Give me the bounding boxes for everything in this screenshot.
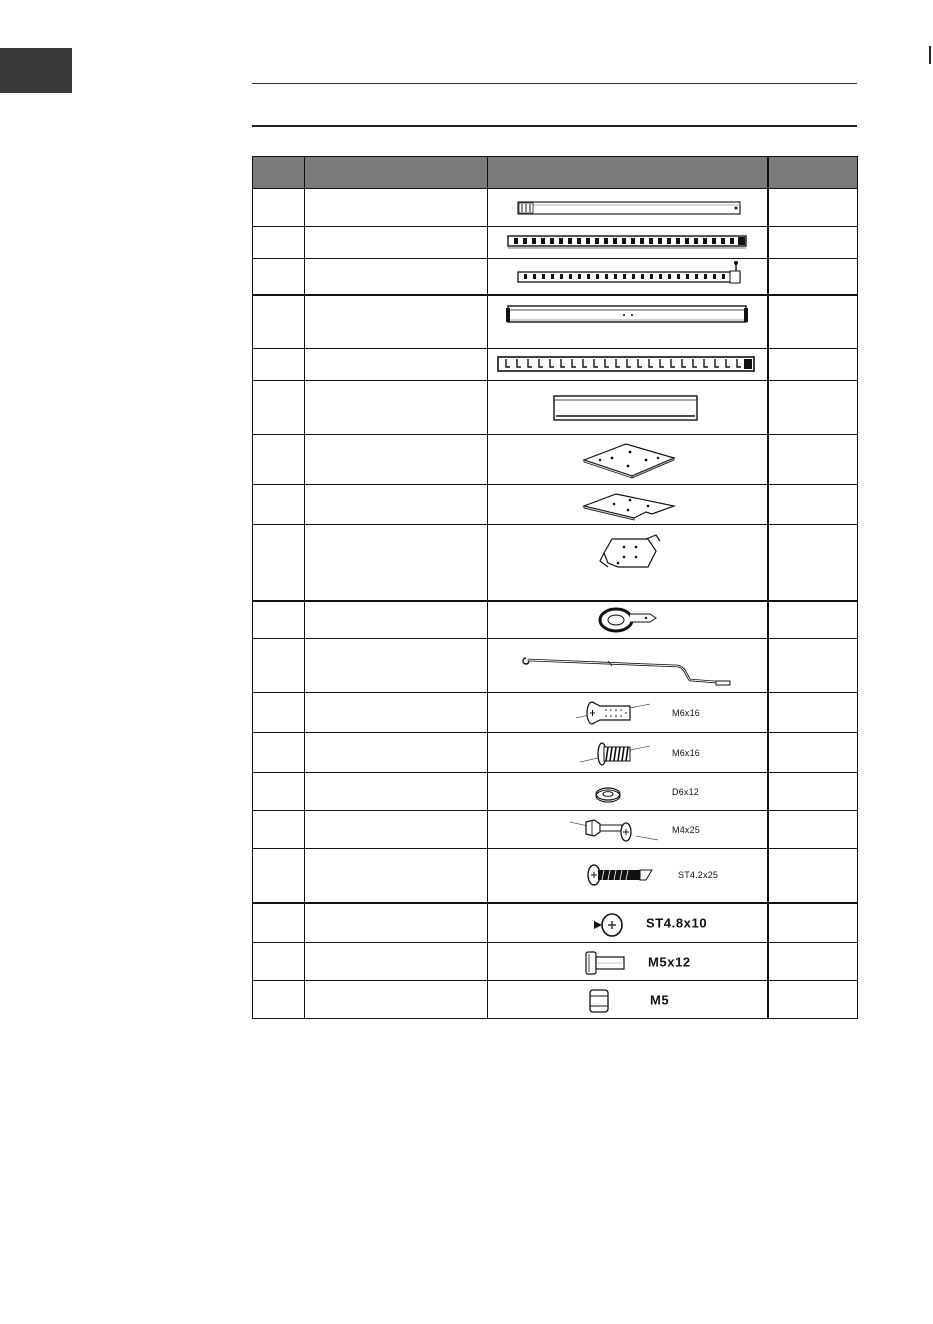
part-name [305, 943, 488, 981]
part-quantity [768, 349, 858, 381]
spec-label: M5x12 [648, 954, 691, 969]
part-quantity [768, 903, 858, 943]
part-name [305, 733, 488, 773]
part-number [253, 773, 305, 811]
part-number [253, 639, 305, 693]
long-rail-icon [488, 190, 768, 226]
part-quantity [768, 601, 858, 639]
part-picture [488, 295, 768, 349]
margin-marker [929, 46, 931, 64]
table-header-row [253, 157, 858, 189]
parts-list-table [252, 156, 858, 1019]
part-picture [488, 227, 768, 259]
part-quantity [768, 811, 858, 849]
part-picture [488, 693, 768, 733]
part-quantity [768, 189, 858, 227]
table-row [253, 639, 858, 693]
part-number [253, 733, 305, 773]
table-row [253, 485, 858, 525]
part-picture [488, 981, 768, 1019]
part-number [253, 601, 305, 639]
ring-terminal-icon [488, 602, 768, 638]
part-number [253, 943, 305, 981]
part-number [253, 849, 305, 903]
part-quantity [768, 943, 858, 981]
part-number [253, 435, 305, 485]
part-name [305, 981, 488, 1019]
crank-handle-icon [488, 640, 768, 692]
part-name [305, 435, 488, 485]
section-rule [252, 125, 857, 127]
table-row [253, 943, 858, 981]
spec-label: ST4.8x10 [646, 915, 708, 931]
part-quantity [768, 525, 858, 601]
part-number [253, 189, 305, 227]
part-picture [488, 849, 768, 903]
column-header-picture [488, 157, 768, 189]
part-picture [488, 811, 768, 849]
part-quantity [768, 259, 858, 295]
part-quantity [768, 295, 858, 349]
part-quantity [768, 381, 858, 435]
slotted-rail-icon [488, 228, 768, 258]
part-number [253, 381, 305, 435]
part-picture [488, 259, 768, 295]
table-row [253, 903, 858, 943]
part-picture [488, 903, 768, 943]
hex-nut-icon [488, 982, 768, 1018]
table-row [253, 349, 858, 381]
part-name [305, 295, 488, 349]
spec-label: M5 [650, 992, 670, 1007]
part-name [305, 773, 488, 811]
part-name [305, 639, 488, 693]
table-row [253, 849, 858, 903]
part-number [253, 693, 305, 733]
part-picture [488, 733, 768, 773]
part-number [253, 903, 305, 943]
table-row [253, 693, 858, 733]
table-row [253, 295, 858, 349]
spec-label: ST4.2x25 [678, 870, 719, 881]
part-quantity [768, 849, 858, 903]
part-picture [488, 485, 768, 525]
part-picture [488, 943, 768, 981]
table-row [253, 189, 858, 227]
flat-head-screw-icon [488, 904, 768, 942]
table-row [253, 733, 858, 773]
part-quantity [768, 639, 858, 693]
part-name [305, 525, 488, 601]
countersunk-screw-icon [488, 694, 768, 732]
part-number [253, 227, 305, 259]
table-row [253, 601, 858, 639]
part-name [305, 849, 488, 903]
part-name [305, 259, 488, 295]
part-number [253, 259, 305, 295]
part-picture [488, 525, 768, 601]
channel-bar-icon [488, 296, 768, 348]
part-name [305, 811, 488, 849]
part-quantity [768, 773, 858, 811]
bent-bracket-icon [488, 525, 768, 599]
table-row [253, 525, 858, 601]
part-name [305, 903, 488, 943]
hook-rail-icon [488, 350, 768, 380]
table-row [253, 981, 858, 1019]
part-picture [488, 435, 768, 485]
spec-label: M4x25 [672, 824, 701, 835]
slotted-rail-with-bracket-icon [488, 259, 768, 293]
table-row [253, 227, 858, 259]
table-row [253, 259, 858, 295]
part-quantity [768, 227, 858, 259]
short-bar-icon [488, 382, 768, 434]
part-number [253, 525, 305, 601]
part-quantity [768, 435, 858, 485]
part-number [253, 349, 305, 381]
part-picture [488, 381, 768, 435]
part-name [305, 601, 488, 639]
part-number [253, 295, 305, 349]
part-picture [488, 349, 768, 381]
spec-label: M6x16 [672, 707, 701, 718]
language-tab [0, 48, 72, 93]
header-rule [252, 83, 857, 84]
part-picture [488, 189, 768, 227]
spec-label: D6x12 [672, 786, 700, 797]
bolt-with-nut-icon [488, 812, 768, 848]
part-quantity [768, 733, 858, 773]
part-picture [488, 601, 768, 639]
column-header-name [305, 157, 488, 189]
corner-plate-icon [488, 486, 768, 524]
spec-label: M6x16 [672, 747, 701, 758]
part-name [305, 381, 488, 435]
part-name [305, 189, 488, 227]
self-tapping-screw-icon [488, 849, 768, 901]
part-picture [488, 773, 768, 811]
part-name [305, 227, 488, 259]
part-name [305, 349, 488, 381]
part-number [253, 485, 305, 525]
pan-bolt-icon [488, 734, 768, 772]
table-row [253, 435, 858, 485]
part-quantity [768, 693, 858, 733]
hex-bolt-icon [488, 944, 768, 980]
part-picture [488, 639, 768, 693]
table-row [253, 773, 858, 811]
table-row [253, 381, 858, 435]
part-number [253, 981, 305, 1019]
table-row [253, 811, 858, 849]
part-number [253, 811, 305, 849]
part-name [305, 693, 488, 733]
column-header-number [253, 157, 305, 189]
part-name [305, 485, 488, 525]
part-quantity [768, 485, 858, 525]
square-plate-icon [488, 436, 768, 484]
column-header-quantity [768, 157, 858, 189]
washer-icon [488, 774, 768, 810]
part-quantity [768, 981, 858, 1019]
